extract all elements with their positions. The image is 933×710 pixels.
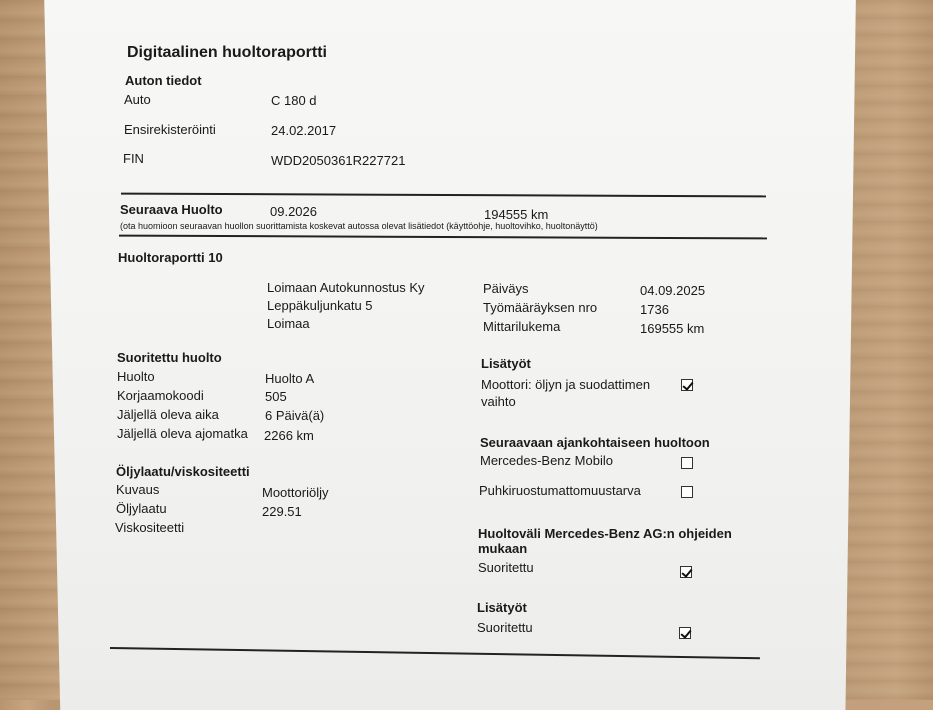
interval-item-label: Suoritettu — [478, 560, 534, 575]
extra-work2-item-label: Suoritettu — [477, 620, 533, 635]
report-number-heading: Huoltoraportti 10 — [118, 250, 223, 265]
car-model-value: C 180 d — [271, 93, 317, 108]
remaining-time-label: Jäljellä oleva aika — [117, 407, 219, 422]
work-order-value: 1736 — [640, 302, 669, 317]
oil-heading: Öljylaatu/viskositeetti — [116, 464, 250, 479]
rust-warranty-checkbox — [681, 486, 693, 498]
car-model-label: Auto — [124, 92, 151, 107]
viscosity-label: Viskositeetti — [115, 520, 185, 535]
oil-quality-value: 229.51 — [262, 504, 302, 519]
fin-value: WDD2050361R227721 — [271, 153, 406, 168]
workshop-street: Leppäkuljunkatu 5 — [267, 298, 373, 313]
interval-heading-line1: Huoltoväli Mercedes-Benz AG:n ohjeiden — [478, 526, 732, 541]
remaining-distance-value: 2266 km — [264, 428, 314, 443]
document-title: Digitaalinen huoltoraportti — [127, 44, 327, 61]
next-service-km: 194555 km — [484, 207, 549, 222]
next-service-note: (ota huomioon seuraavan huollon suorittamista koskevat autossa olevat lisätiedot (käyttöohje, huoltovihko, huoltonäyttö) — [120, 221, 598, 231]
extra-work-item-line2: vaihto — [481, 394, 516, 409]
first-registration-value: 24.02.2017 — [271, 123, 337, 138]
fin-label: FIN — [123, 151, 144, 166]
oil-description-value: Moottoriöljy — [262, 485, 329, 500]
workshop-code-label: Korjaamokoodi — [117, 388, 204, 403]
workshop-name: Loimaan Autokunnostus Ky — [267, 280, 425, 295]
extra-work-item-line1: Moottori: öljyn ja suodattimen — [481, 377, 651, 392]
extra-work2-checkbox — [679, 627, 691, 639]
car-info-heading: Auton tiedot — [125, 73, 202, 88]
interval-checkbox — [680, 566, 692, 578]
extra-work2-heading: Lisätyöt — [477, 600, 527, 615]
service-type-label: Huolto — [117, 369, 155, 384]
service-type-value: Huolto A — [265, 371, 315, 386]
date-value: 04.09.2025 — [640, 283, 706, 298]
odometer-value: 169555 km — [640, 321, 705, 336]
extra-work-heading: Lisätyöt — [481, 356, 531, 371]
wood-background-right — [843, 0, 933, 700]
workshop-code-value: 505 — [265, 389, 287, 404]
next-current-heading: Seuraavaan ajankohtaiseen huoltoon — [480, 435, 710, 450]
next-service-date: 09.2026 — [270, 204, 317, 219]
extra-work-checkbox — [681, 379, 693, 391]
remaining-distance-label: Jäljellä oleva ajomatka — [117, 426, 248, 441]
workshop-city: Loimaa — [267, 316, 310, 331]
next-service-label: Seuraava Huolto — [120, 202, 223, 217]
odometer-label: Mittarilukema — [483, 319, 561, 334]
date-label: Päiväys — [483, 281, 529, 296]
mobilo-label: Mercedes-Benz Mobilo — [480, 453, 613, 468]
remaining-time-value: 6 Päivä(ä) — [265, 408, 325, 423]
performed-service-heading: Suoritettu huolto — [117, 350, 222, 365]
rust-warranty-label: Puhkiruostumattomuustarva — [479, 483, 641, 498]
interval-heading-line2: mukaan — [478, 541, 528, 556]
mobilo-checkbox — [681, 457, 693, 469]
oil-description-label: Kuvaus — [116, 482, 160, 497]
work-order-label: Työmääräyksen nro — [483, 300, 598, 315]
oil-quality-label: Öljylaatu — [116, 501, 167, 516]
first-registration-label: Ensirekisteröinti — [124, 122, 216, 137]
